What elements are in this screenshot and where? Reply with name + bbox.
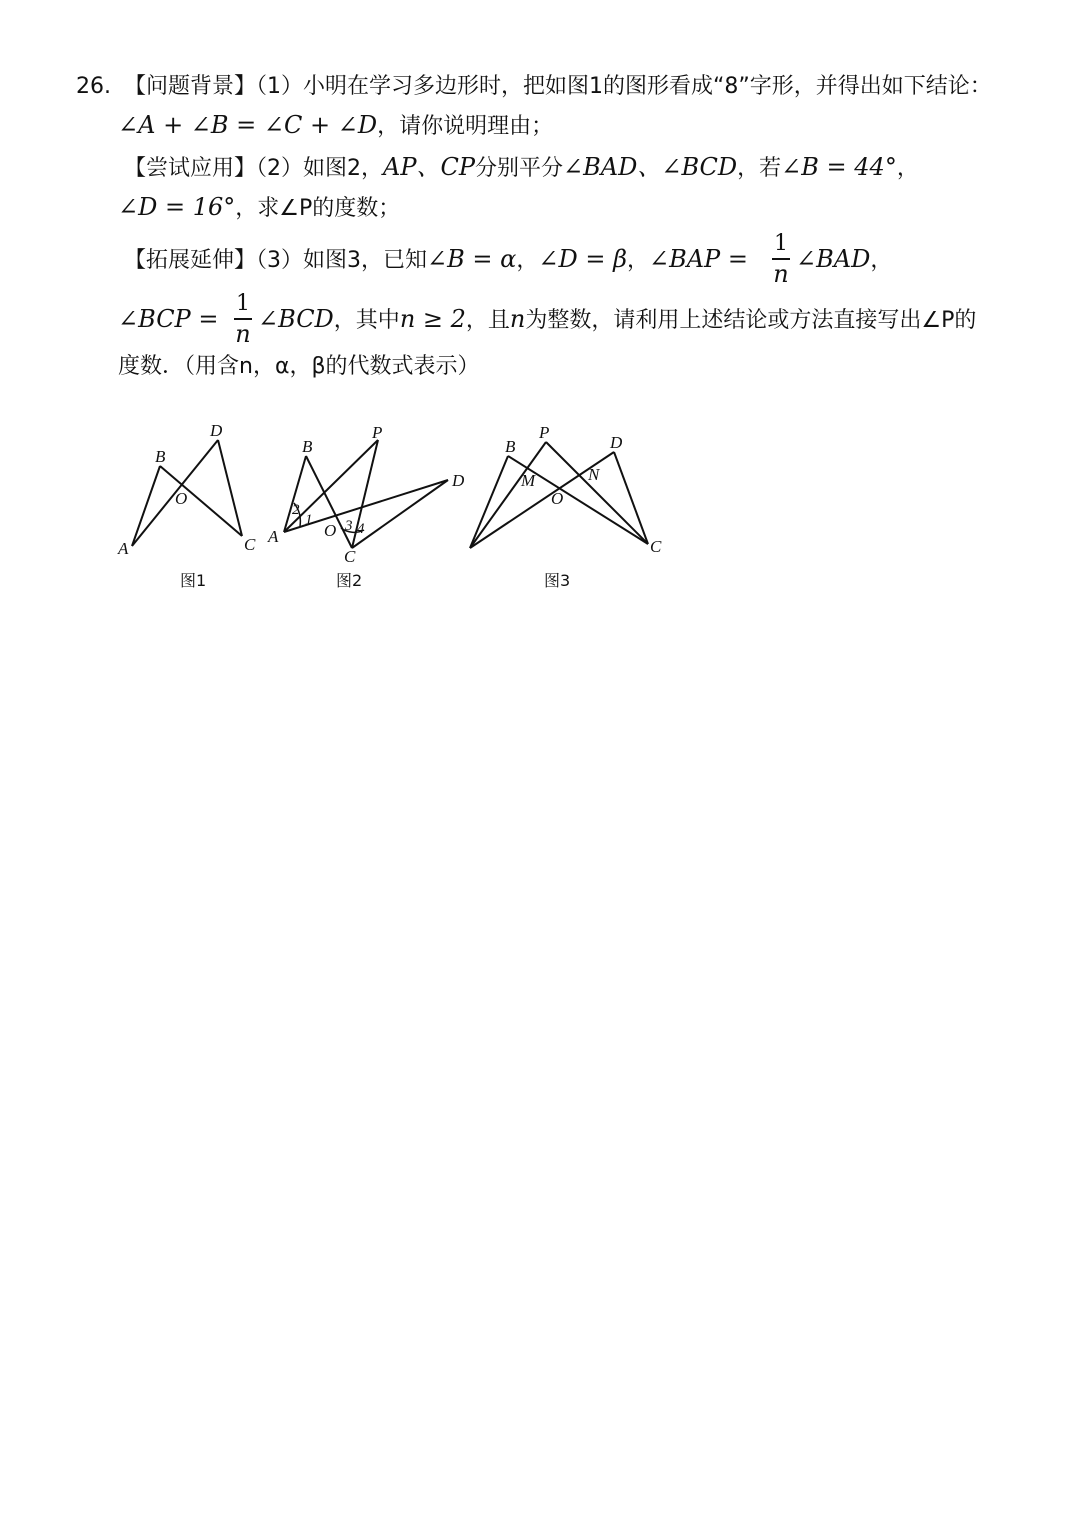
- fraction-denominator: n: [235, 320, 251, 348]
- fig2-label-a: A: [268, 527, 279, 546]
- fig3-label-o: O: [551, 489, 564, 508]
- separator: ，: [870, 248, 893, 273]
- fig1-label-a: A: [118, 539, 129, 558]
- bcd-angle: ∠BCD: [258, 305, 334, 333]
- fig3-label-m: M: [521, 471, 536, 490]
- conclusion-formula: ∠A + ∠B = ∠C + ∠D: [118, 111, 378, 139]
- part1-request: ，请你说明理由；: [377, 114, 554, 139]
- fig1-label-d: D: [210, 421, 223, 440]
- part3-request: 为整数，请利用上述结论或方法直接写出∠P的: [525, 308, 977, 333]
- angle-b-condition: ∠B = 44°: [781, 153, 897, 181]
- beta-condition: ∠D = β: [538, 245, 627, 273]
- fig1-label-b: B: [155, 447, 166, 466]
- fig3-label-p: P: [539, 423, 550, 442]
- fig3-caption: 图3: [544, 571, 571, 590]
- part3-expression-note: 度数．（用含n，α，β的代数式表示）: [118, 354, 480, 379]
- alpha-condition: ∠B = α: [427, 245, 517, 273]
- n-condition: n ≥ 2: [399, 305, 466, 333]
- part1-text: （1）小明在学习多边形时，把如图1的图形看成“8”字形，并得出如下结论：: [256, 74, 992, 99]
- fig2-label-c: C: [344, 547, 356, 566]
- bisector-names: AP、CP: [383, 153, 476, 181]
- fig2-angle-3: 3: [345, 518, 353, 534]
- part3-intro: （3）如图3，已知: [256, 248, 428, 273]
- fig1-label-o: O: [175, 489, 188, 508]
- fig2-label-p: P: [372, 423, 383, 442]
- n-variable: n: [509, 305, 526, 333]
- part3-and-text: ，且: [465, 308, 510, 333]
- part2-request: ，求∠P的度数；: [235, 196, 401, 221]
- fig2-caption: 图2: [336, 571, 363, 590]
- section-tag-background: 【问题背景】: [124, 74, 257, 99]
- bisected-angles: ∠BAD、∠BCD: [563, 153, 738, 181]
- part2-bisect-text: 分别平分: [475, 156, 564, 181]
- fig1-label-c: C: [244, 535, 256, 554]
- part2-comma: ，: [896, 156, 919, 181]
- part2-intro: （2）如图2，: [256, 156, 384, 181]
- angle-d-condition: ∠D = 16°: [118, 193, 236, 221]
- fig3-label-c: C: [650, 537, 662, 556]
- fig2-angle-1: 1: [305, 512, 313, 528]
- fig1-caption: 图1: [180, 571, 207, 590]
- fig3-label-b: B: [505, 437, 516, 456]
- fraction-numerator: 1: [772, 230, 790, 260]
- section-tag-application: 【尝试应用】: [124, 156, 257, 181]
- question-number: 26.: [76, 74, 111, 99]
- fraction-numerator: 1: [234, 290, 252, 320]
- separator: ，: [516, 248, 539, 273]
- fig2-angle-2: 2: [292, 502, 300, 518]
- fig2-angle-4: 4: [357, 521, 365, 537]
- fig2-label-d: D: [452, 471, 465, 490]
- fig2-label-o: O: [324, 521, 337, 540]
- bad-angle: ∠BAD: [796, 245, 871, 273]
- fig2-label-b: B: [302, 437, 313, 456]
- bap-lhs: ∠BAP =: [648, 245, 748, 273]
- fraction-denominator: n: [773, 260, 789, 288]
- separator: ，: [626, 248, 649, 273]
- part3-where-text: ，其中: [333, 308, 400, 333]
- fig3-label-d: D: [610, 433, 623, 452]
- section-tag-extension: 【拓展延伸】: [124, 248, 257, 273]
- bcp-lhs: ∠BCP =: [118, 305, 219, 333]
- figure-2: [284, 440, 448, 548]
- figures-svg: [0, 0, 1080, 620]
- fig3-label-n: N: [588, 465, 600, 484]
- part2-if-text: ，若: [737, 156, 782, 181]
